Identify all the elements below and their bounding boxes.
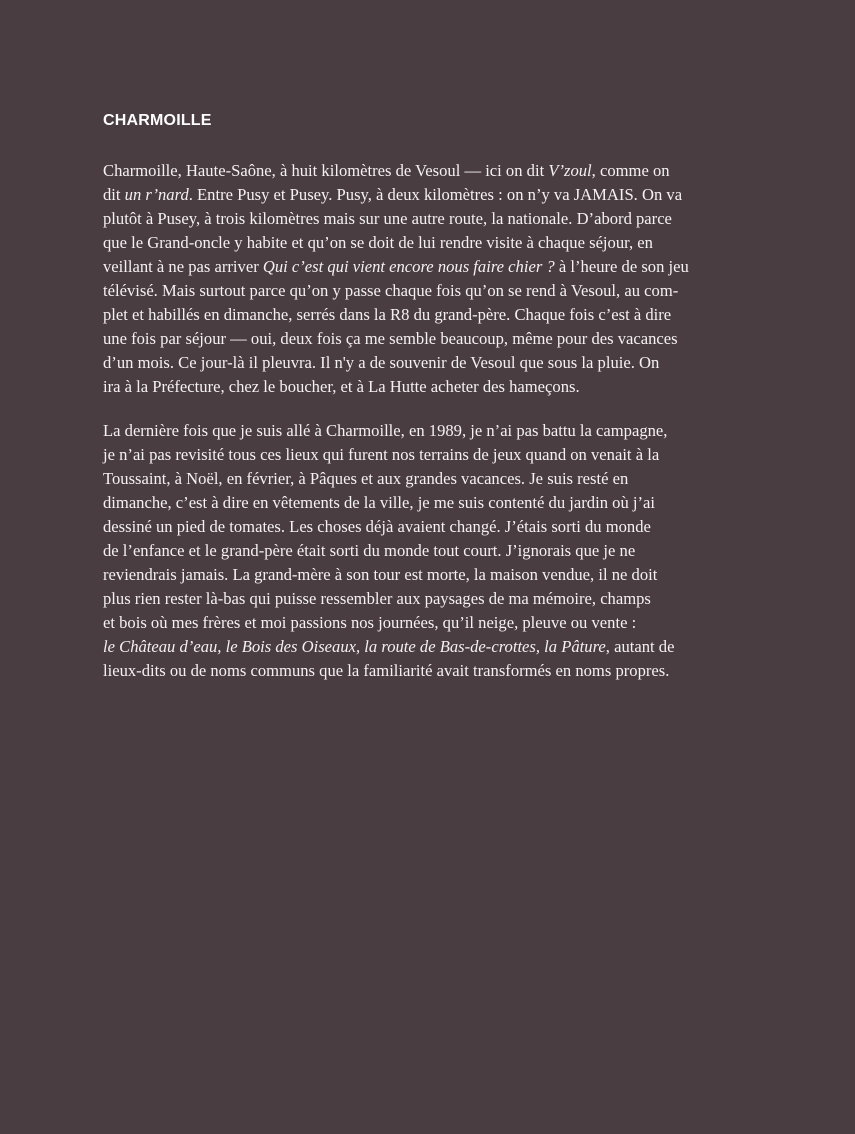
paragraph-1 [103,159,689,399]
text-segment: et bois où mes frères et moi passions nos journées, qu’il neige, pleuve ou vente : [103,613,637,632]
text-segment: de l’enfance et le grand-père était sorti du monde tout court. J’ignorais que je ne [103,541,636,560]
paragraph-2 [103,419,674,683]
text-segment: que le Grand-oncle y habite et qu’on se doit de lui rendre visite à chaque séjour, en [103,233,653,252]
text-segment: plet et habillés en dimanche, serrés dans la R8 du grand-père. Chaque fois c’est à dire [103,305,672,324]
text-segment: dit [103,185,125,204]
text-line [103,255,689,279]
italic-text: un r’nard [124,185,189,204]
italic-text: Qui c’est qui vient encore nous faire chier ? [262,257,555,276]
text-line [103,419,674,443]
text-line [103,539,674,563]
text-line [103,635,674,659]
text-line [103,207,689,231]
italic-text: le Château d’eau, le Bois des Oiseaux, la route de Bas-de-crottes, la Pâture [103,637,606,656]
text-segment: je n’ai pas revisité tous ces lieux qui furent nos terrains de jeux quand on venait à la [103,445,660,464]
text-line [103,443,674,467]
text-line [103,279,689,303]
text-line [103,515,674,539]
text-segment: à l’heure de son jeu [554,257,689,276]
text-line [103,491,674,515]
text-segment: dessiné un pied de tomates. Les choses déjà avaient changé. J’étais sorti du monde [103,517,651,536]
text-line [103,303,689,327]
text-line [103,351,689,375]
italic-text: V’zoul [548,161,592,180]
text-line [103,563,674,587]
text-line [103,659,674,683]
text-line [103,231,689,255]
page-title: CHARMOILLE [103,112,212,129]
text-segment: dimanche, c’est à dire en vêtements de la ville, je me suis contenté du jardin où j’ai [103,493,656,512]
text-segment: d’un mois. Ce jour-là il pleuvra. Il n'y a de souvenir de Vesoul que sous la pluie. On [103,353,660,372]
text-segment: Toussaint, à Noël, en février, à Pâques et aux grandes vacances. Je suis resté en [103,469,629,488]
text-segment: Charmoille, Haute-Saône, à huit kilomètres de Vesoul — ici on dit [103,161,549,180]
text-segment: lieux-dits ou de noms communs que la familiarité avait transformés en noms propres. [103,661,670,680]
text-segment: télévisé. Mais surtout parce qu’on y passe chaque fois qu’on se rend à Vesoul, au com- [103,281,679,300]
text-line [103,327,689,351]
text-line [103,375,689,399]
text-line [103,183,689,207]
text-segment: ira à la Préfecture, chez le boucher, et à La Hutte acheter des hameçons. [103,377,580,396]
text-line [103,611,674,635]
text-segment: , comme on [591,161,670,180]
text-segment: La dernière fois que je suis allé à Charmoille, en 1989, je n’ai pas battu la campagne, [103,421,668,440]
text-line [103,467,674,491]
text-segment: veillant à ne pas arriver [103,257,263,276]
text-segment: . Entre Pusy et Pusey. Pusy, à deux kilomètres : on n’y va JAMAIS. On va [188,185,683,204]
text-segment: plutôt à Pusey, à trois kilomètres mais sur une autre route, la nationale. D’abord parce [103,209,672,228]
text-line [103,159,689,183]
text-segment: une fois par séjour — oui, deux fois ça me semble beaucoup, même pour des vacances [103,329,678,348]
text-segment: plus rien rester là-bas qui puisse ressembler aux paysages de ma mémoire, champs [103,589,651,608]
text-segment: , autant de [605,637,675,656]
text-line [103,587,674,611]
text-segment: reviendrais jamais. La grand-mère à son tour est morte, la maison vendue, il ne doit [103,565,658,584]
